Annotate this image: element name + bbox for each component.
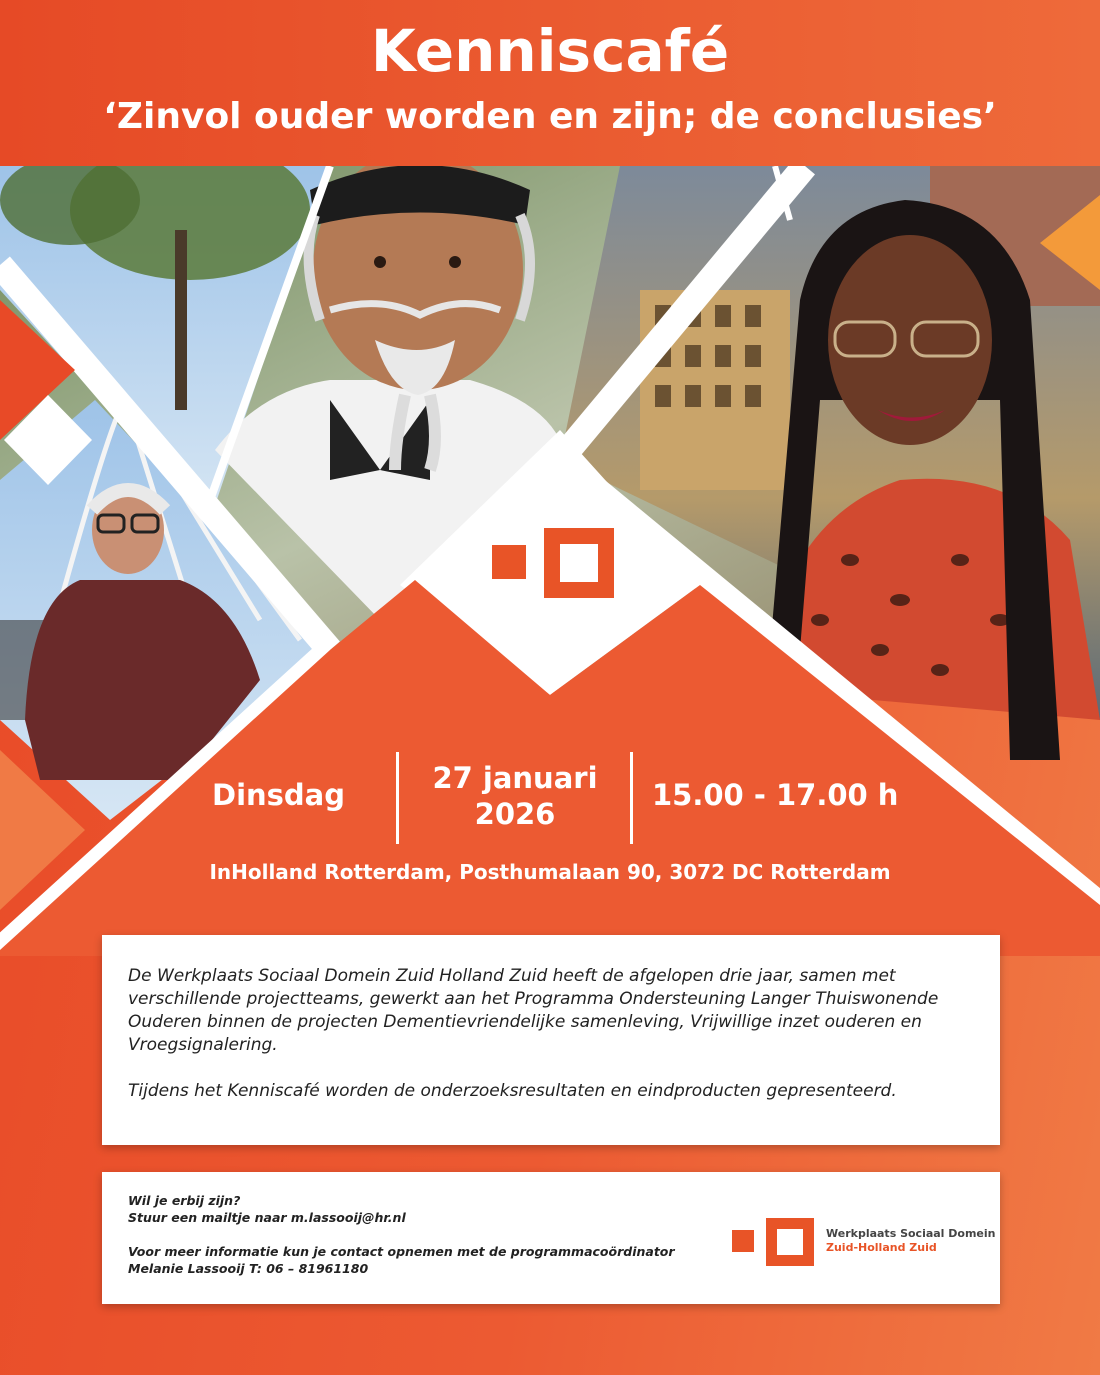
divider-1 [396, 752, 399, 844]
event-date-line1: 27 januari [432, 761, 598, 795]
event-date [410, 760, 620, 832]
footer-logo-icon [730, 1216, 816, 1266]
logo-line-1: Werkplaats Sociaal Domein [826, 1227, 996, 1240]
contact-phone-line: Melanie Lassooij T: 06 – 81961180 [128, 1261, 369, 1276]
event-address: InHolland Rotterdam, Posthumalaan 90, 3072 DC Rotterdam [209, 860, 891, 884]
description-text [128, 965, 988, 1126]
contact-text [128, 1192, 728, 1277]
poster-subtitle: ‘Zinvol ouder worden en zijn; de conclusies’ [103, 96, 997, 137]
event-day: Dinsdag [212, 778, 346, 812]
footer-logo-text [826, 1227, 996, 1255]
description-paragraph-1: De Werkplaats Sociaal Domein Zuid Holland Zuid heeft de afgelopen drie jaar, samen met verschillende projectteams, gewerkt aan het Programma Ondersteuning Langer Thuiswonende Ouderen binnen de projecten Dementievriendelijke samenleving, Vrijwillige inzet ouderen en Vroegsignalering. [128, 966, 939, 1055]
description-paragraph-2: Tijdens het Kenniscafé worden de onderzoeksresultaten en eindproducten gepresenteerd. [128, 1081, 897, 1101]
divider-2 [630, 752, 633, 844]
contact-line-3: Voor meer informatie kun je contact opnemen met de programmacoördinator [128, 1244, 675, 1259]
event-time: 15.00 - 17.00 h [652, 778, 899, 812]
contact-line-1: Wil je erbij zijn? [128, 1193, 241, 1208]
contact-spacer [128, 1226, 728, 1243]
contact-email-line[interactable]: Stuur een mailtje naar m.lassooij@hr.nl [128, 1210, 406, 1225]
logo-line-2: Zuid-Holland Zuid [826, 1241, 937, 1254]
photo-collage [0, 166, 1100, 956]
event-date-line2: 2026 [474, 797, 556, 831]
poster-title: Kenniscafé [370, 17, 730, 85]
